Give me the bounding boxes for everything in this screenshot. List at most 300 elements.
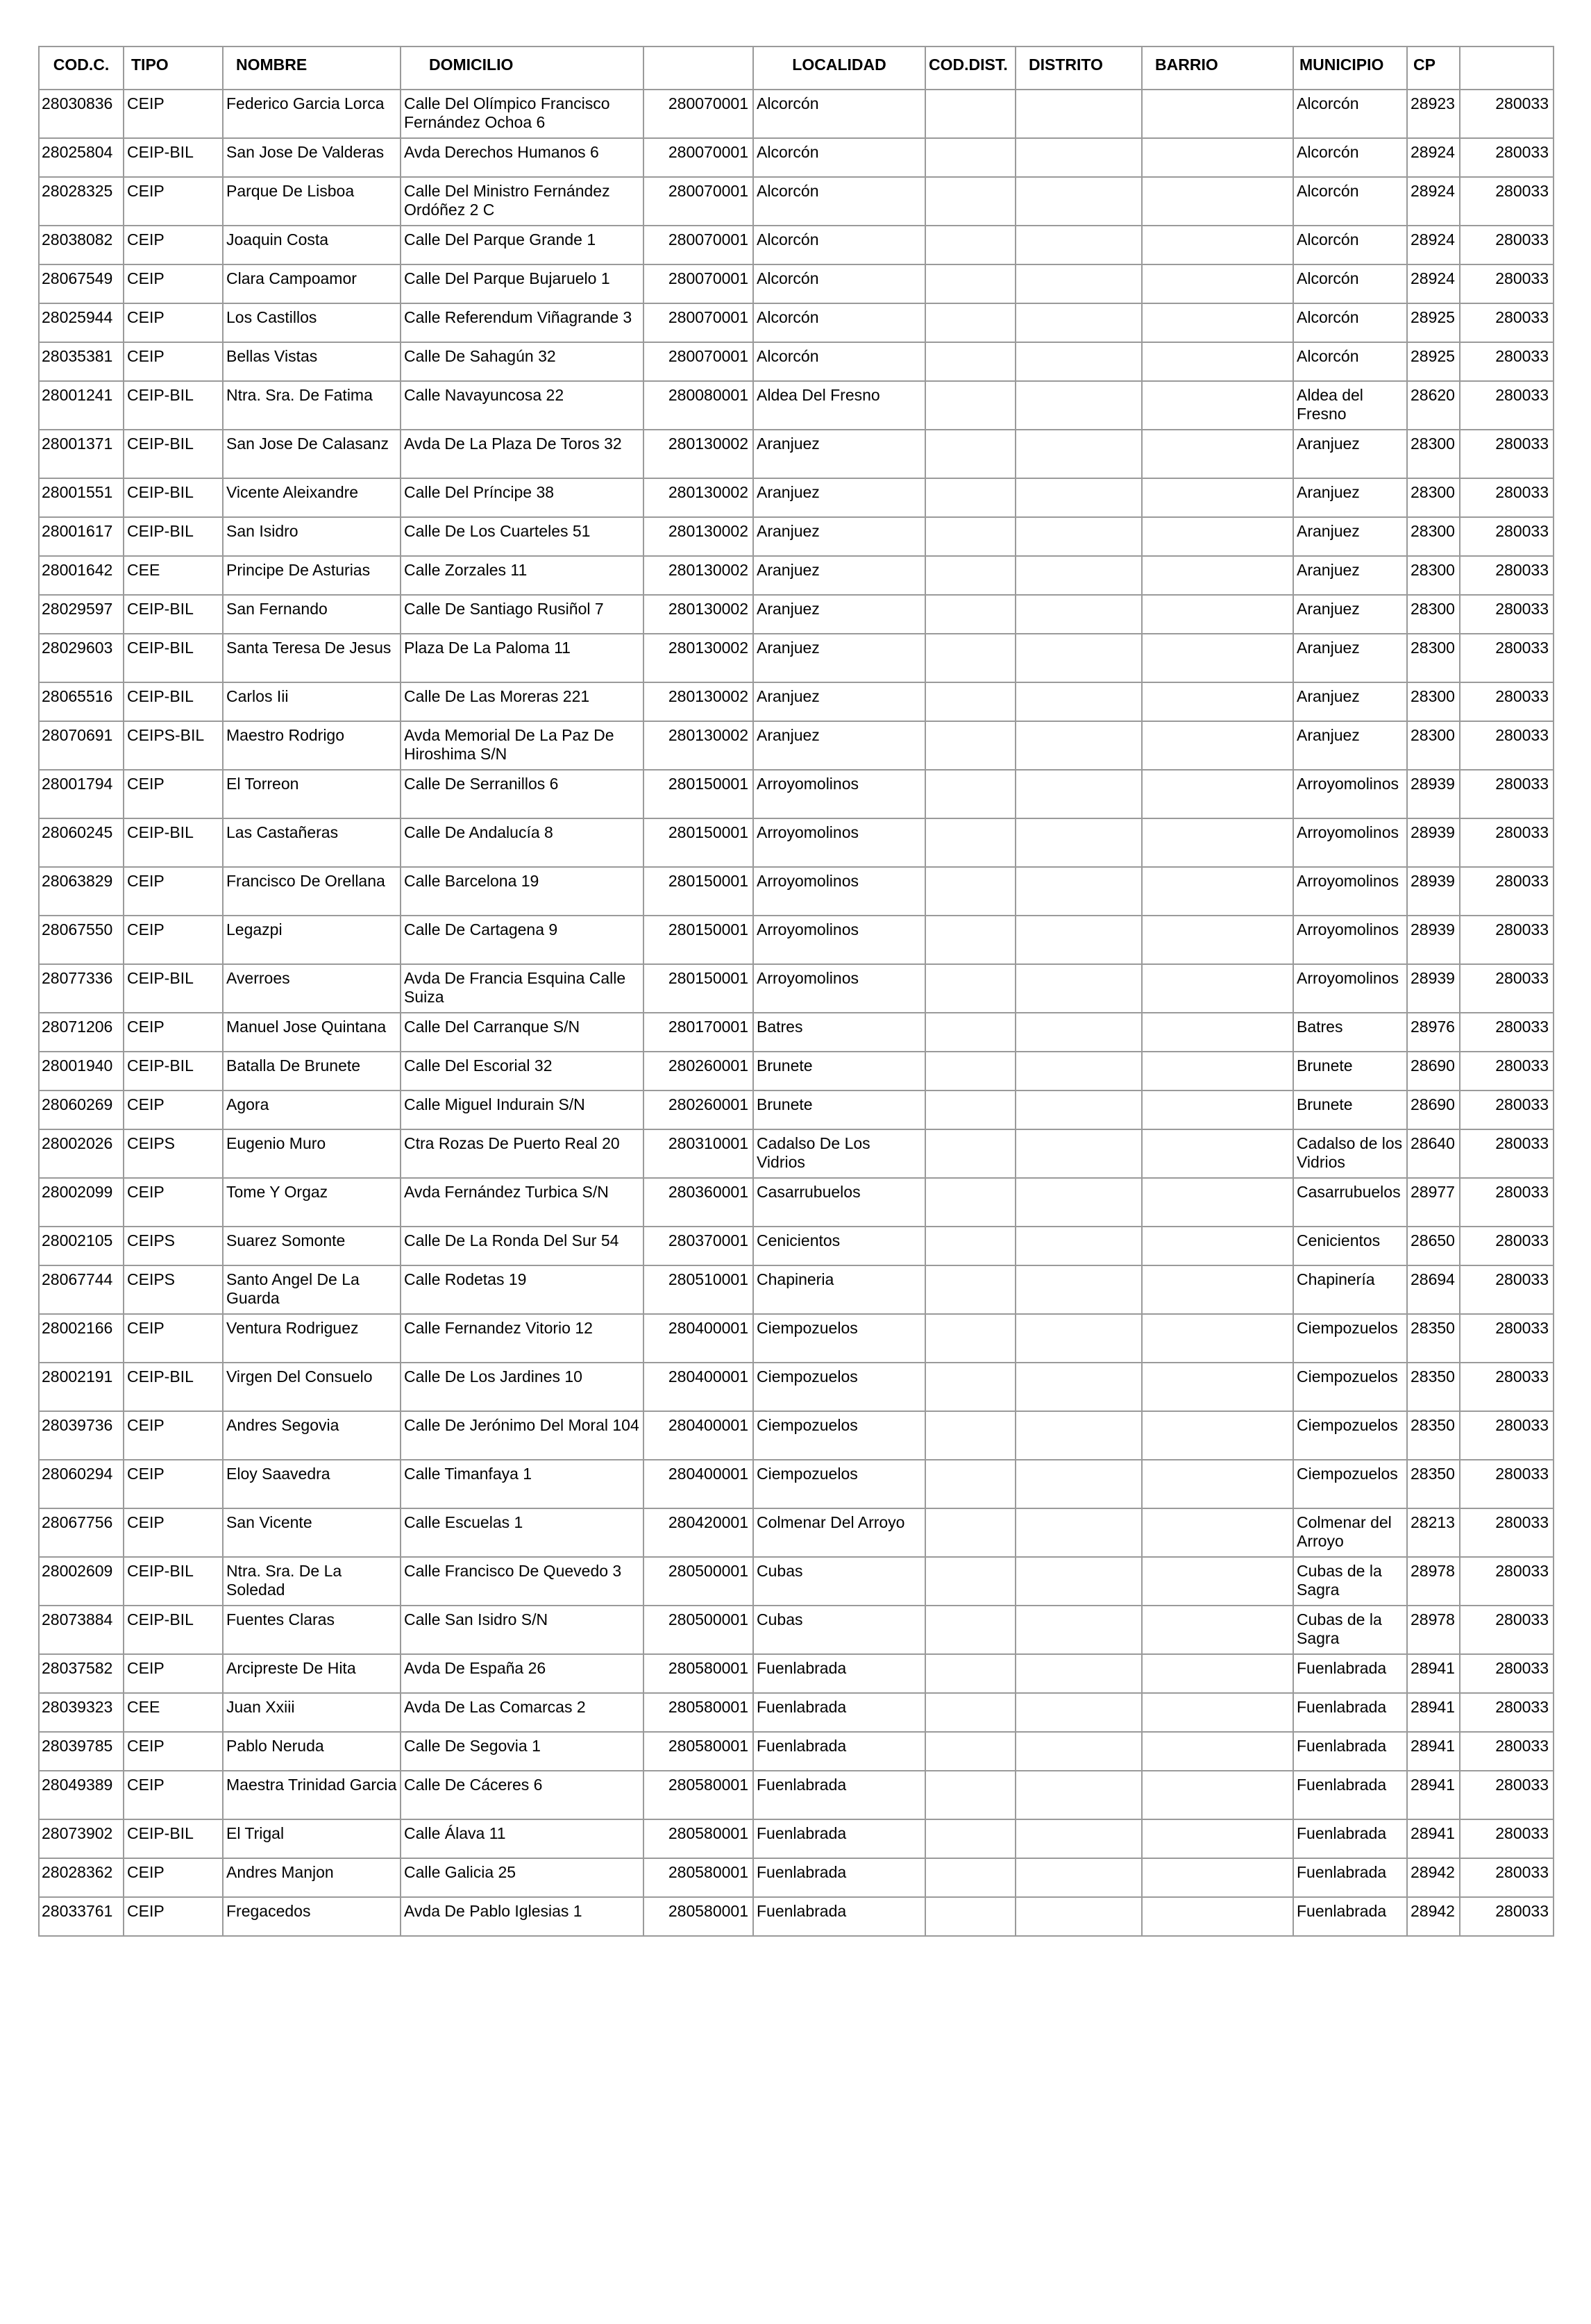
cell-cod-c: 28039736 bbox=[39, 1411, 124, 1460]
cell-tipo: CEIP bbox=[124, 1460, 223, 1508]
cell-domicilio: Calle De Serranillos 6 bbox=[401, 770, 643, 818]
cell-code-extra: 280033 bbox=[1460, 1052, 1554, 1091]
cell-nombre: Joaquin Costa bbox=[223, 226, 401, 264]
cell-barrio bbox=[1142, 1411, 1293, 1460]
cell-nombre: Agora bbox=[223, 1091, 401, 1129]
cell-cod-c: 28002609 bbox=[39, 1557, 124, 1606]
cell-domicilio: Ctra Rozas De Puerto Real 20 bbox=[401, 1129, 643, 1178]
cell-municipio: Arroyomolinos bbox=[1293, 867, 1407, 916]
cell-cod-localidad: 280080001 bbox=[643, 381, 753, 430]
cell-domicilio: Calle Navayuncosa 22 bbox=[401, 381, 643, 430]
cell-cod-localidad: 280580001 bbox=[643, 1858, 753, 1897]
cell-cod-localidad: 280400001 bbox=[643, 1460, 753, 1508]
cell-nombre: Ventura Rodriguez bbox=[223, 1314, 401, 1363]
cell-domicilio: Calle Barcelona 19 bbox=[401, 867, 643, 916]
cell-cod-localidad: 280510001 bbox=[643, 1265, 753, 1314]
cell-localidad: Alcorcón bbox=[753, 303, 925, 342]
cell-cod-dist bbox=[925, 1013, 1016, 1052]
cell-code-extra: 280033 bbox=[1460, 381, 1554, 430]
cell-cp: 28939 bbox=[1407, 916, 1460, 964]
cell-localidad: Casarrubuelos bbox=[753, 1178, 925, 1227]
cell-cp: 28924 bbox=[1407, 264, 1460, 303]
cell-distrito bbox=[1016, 226, 1142, 264]
cell-tipo: CEIP-BIL bbox=[124, 1557, 223, 1606]
cell-cod-localidad: 280420001 bbox=[643, 1508, 753, 1557]
cell-domicilio: Calle De Cáceres 6 bbox=[401, 1771, 643, 1819]
cell-tipo: CEE bbox=[124, 556, 223, 595]
cell-distrito bbox=[1016, 1819, 1142, 1858]
cell-municipio: Batres bbox=[1293, 1013, 1407, 1052]
cell-tipo: CEIP bbox=[124, 90, 223, 138]
header-municipio: MUNICIPIO bbox=[1293, 47, 1407, 90]
cell-barrio bbox=[1142, 1858, 1293, 1897]
cell-tipo: CEIP-BIL bbox=[124, 1052, 223, 1091]
cell-cp: 28350 bbox=[1407, 1314, 1460, 1363]
cell-code-extra: 280033 bbox=[1460, 1819, 1554, 1858]
cell-cod-dist bbox=[925, 517, 1016, 556]
header-row bbox=[39, 47, 1554, 90]
table-row bbox=[39, 1771, 1554, 1819]
cell-tipo: CEIP bbox=[124, 867, 223, 916]
cell-code-extra: 280033 bbox=[1460, 1897, 1554, 1936]
cell-nombre: Santo Angel De La Guarda bbox=[223, 1265, 401, 1314]
cell-cp: 28620 bbox=[1407, 381, 1460, 430]
cell-tipo: CEE bbox=[124, 1693, 223, 1732]
schools-table-sheet bbox=[38, 46, 1554, 1937]
cell-code-extra: 280033 bbox=[1460, 595, 1554, 634]
cell-distrito bbox=[1016, 517, 1142, 556]
cell-cod-c: 28060269 bbox=[39, 1091, 124, 1129]
cell-tipo: CEIP bbox=[124, 1013, 223, 1052]
table-row bbox=[39, 381, 1554, 430]
cell-municipio: Fuenlabrada bbox=[1293, 1819, 1407, 1858]
cell-cp: 28300 bbox=[1407, 478, 1460, 517]
cell-code-extra: 280033 bbox=[1460, 430, 1554, 478]
cell-nombre: Maestra Trinidad Garcia bbox=[223, 1771, 401, 1819]
cell-barrio bbox=[1142, 1363, 1293, 1411]
cell-cp: 28924 bbox=[1407, 226, 1460, 264]
cell-localidad: Ciempozuelos bbox=[753, 1460, 925, 1508]
cell-barrio bbox=[1142, 1508, 1293, 1557]
cell-domicilio: Calle Galicia 25 bbox=[401, 1858, 643, 1897]
cell-code-extra: 280033 bbox=[1460, 916, 1554, 964]
cell-municipio: Ciempozuelos bbox=[1293, 1314, 1407, 1363]
cell-nombre: Ntra. Sra. De Fatima bbox=[223, 381, 401, 430]
cell-cod-c: 28030836 bbox=[39, 90, 124, 138]
cell-municipio: Alcorcón bbox=[1293, 342, 1407, 381]
cell-nombre: Parque De Lisboa bbox=[223, 177, 401, 226]
cell-tipo: CEIPS bbox=[124, 1265, 223, 1314]
cell-tipo: CEIPS bbox=[124, 1227, 223, 1265]
cell-cod-dist bbox=[925, 1052, 1016, 1091]
cell-cod-c: 28028362 bbox=[39, 1858, 124, 1897]
cell-nombre: Federico Garcia Lorca bbox=[223, 90, 401, 138]
cell-cod-c: 28001794 bbox=[39, 770, 124, 818]
cell-cod-localidad: 280260001 bbox=[643, 1052, 753, 1091]
cell-barrio bbox=[1142, 1013, 1293, 1052]
cell-code-extra: 280033 bbox=[1460, 1858, 1554, 1897]
table-row bbox=[39, 1819, 1554, 1858]
cell-distrito bbox=[1016, 916, 1142, 964]
cell-cod-c: 28065516 bbox=[39, 682, 124, 721]
table-row bbox=[39, 964, 1554, 1013]
cell-cod-localidad: 280150001 bbox=[643, 818, 753, 867]
cell-localidad: Alcorcón bbox=[753, 226, 925, 264]
cell-cod-localidad: 280070001 bbox=[643, 342, 753, 381]
cell-cod-dist bbox=[925, 303, 1016, 342]
cell-cod-localidad: 280400001 bbox=[643, 1363, 753, 1411]
table-row bbox=[39, 1508, 1554, 1557]
cell-cp: 28925 bbox=[1407, 303, 1460, 342]
cell-municipio: Colmenar del Arroyo bbox=[1293, 1508, 1407, 1557]
header-domicilio: DOMICILIO bbox=[401, 47, 643, 90]
table-row bbox=[39, 1858, 1554, 1897]
cell-barrio bbox=[1142, 1052, 1293, 1091]
cell-tipo: CEIP bbox=[124, 916, 223, 964]
cell-cod-c: 28071206 bbox=[39, 1013, 124, 1052]
table-row bbox=[39, 556, 1554, 595]
cell-domicilio: Avda Memorial De La Paz De Hiroshima S/N bbox=[401, 721, 643, 770]
cell-localidad: Arroyomolinos bbox=[753, 916, 925, 964]
cell-localidad: Aldea Del Fresno bbox=[753, 381, 925, 430]
cell-cod-c: 28070691 bbox=[39, 721, 124, 770]
cell-barrio bbox=[1142, 1460, 1293, 1508]
cell-cp: 28350 bbox=[1407, 1460, 1460, 1508]
cell-nombre: Francisco De Orellana bbox=[223, 867, 401, 916]
cell-cp: 28942 bbox=[1407, 1858, 1460, 1897]
cell-localidad: Cenicientos bbox=[753, 1227, 925, 1265]
cell-code-extra: 280033 bbox=[1460, 478, 1554, 517]
cell-distrito bbox=[1016, 1897, 1142, 1936]
cell-domicilio: Calle De Los Jardines 10 bbox=[401, 1363, 643, 1411]
header-barrio: BARRIO bbox=[1142, 47, 1293, 90]
cell-municipio: Alcorcón bbox=[1293, 226, 1407, 264]
cell-cod-c: 28067549 bbox=[39, 264, 124, 303]
cell-cod-localidad: 280370001 bbox=[643, 1227, 753, 1265]
table-row bbox=[39, 595, 1554, 634]
cell-barrio bbox=[1142, 1129, 1293, 1178]
cell-cod-localidad: 280130002 bbox=[643, 595, 753, 634]
cell-barrio bbox=[1142, 964, 1293, 1013]
cell-code-extra: 280033 bbox=[1460, 226, 1554, 264]
cell-localidad: Alcorcón bbox=[753, 177, 925, 226]
cell-localidad: Cubas bbox=[753, 1557, 925, 1606]
cell-municipio: Alcorcón bbox=[1293, 138, 1407, 177]
cell-municipio: Cubas de la Sagra bbox=[1293, 1557, 1407, 1606]
cell-cod-localidad: 280580001 bbox=[643, 1654, 753, 1693]
cell-code-extra: 280033 bbox=[1460, 342, 1554, 381]
cell-barrio bbox=[1142, 90, 1293, 138]
cell-municipio: Fuenlabrada bbox=[1293, 1858, 1407, 1897]
cell-barrio bbox=[1142, 1265, 1293, 1314]
cell-domicilio: Calle De La Ronda Del Sur 54 bbox=[401, 1227, 643, 1265]
cell-distrito bbox=[1016, 1460, 1142, 1508]
table-row bbox=[39, 770, 1554, 818]
cell-cod-dist bbox=[925, 634, 1016, 682]
cell-distrito bbox=[1016, 264, 1142, 303]
cell-code-extra: 280033 bbox=[1460, 1557, 1554, 1606]
table-row bbox=[39, 1129, 1554, 1178]
cell-distrito bbox=[1016, 381, 1142, 430]
cell-cod-localidad: 280070001 bbox=[643, 177, 753, 226]
cell-cod-dist bbox=[925, 595, 1016, 634]
cell-code-extra: 280033 bbox=[1460, 138, 1554, 177]
table-row bbox=[39, 1227, 1554, 1265]
cell-cod-c: 28035381 bbox=[39, 342, 124, 381]
cell-nombre: Ntra. Sra. De La Soledad bbox=[223, 1557, 401, 1606]
cell-cod-c: 28067756 bbox=[39, 1508, 124, 1557]
cell-nombre: Virgen Del Consuelo bbox=[223, 1363, 401, 1411]
cell-code-extra: 280033 bbox=[1460, 1363, 1554, 1411]
cell-code-extra: 280033 bbox=[1460, 1460, 1554, 1508]
cell-localidad: Fuenlabrada bbox=[753, 1693, 925, 1732]
cell-municipio: Ciempozuelos bbox=[1293, 1460, 1407, 1508]
cell-municipio: Brunete bbox=[1293, 1052, 1407, 1091]
cell-domicilio: Calle De Las Moreras 221 bbox=[401, 682, 643, 721]
cell-distrito bbox=[1016, 430, 1142, 478]
cell-nombre: Legazpi bbox=[223, 916, 401, 964]
cell-cp: 28941 bbox=[1407, 1732, 1460, 1771]
cell-cod-localidad: 280070001 bbox=[643, 226, 753, 264]
cell-cod-c: 28028325 bbox=[39, 177, 124, 226]
cell-domicilio: Calle De Santiago Rusiñol 7 bbox=[401, 595, 643, 634]
cell-municipio: Brunete bbox=[1293, 1091, 1407, 1129]
cell-nombre: El Torreon bbox=[223, 770, 401, 818]
cell-distrito bbox=[1016, 1606, 1142, 1654]
cell-cod-localidad: 280580001 bbox=[643, 1732, 753, 1771]
cell-domicilio: Calle Del Parque Bujaruelo 1 bbox=[401, 264, 643, 303]
cell-cod-localidad: 280580001 bbox=[643, 1819, 753, 1858]
cell-distrito bbox=[1016, 1363, 1142, 1411]
cell-localidad: Aranjuez bbox=[753, 517, 925, 556]
cell-municipio: Aranjuez bbox=[1293, 478, 1407, 517]
cell-cod-dist bbox=[925, 1654, 1016, 1693]
cell-cod-localidad: 280400001 bbox=[643, 1411, 753, 1460]
cell-tipo: CEIP bbox=[124, 1897, 223, 1936]
cell-cp: 28300 bbox=[1407, 721, 1460, 770]
cell-cod-localidad: 280150001 bbox=[643, 770, 753, 818]
cell-tipo: CEIP-BIL bbox=[124, 1606, 223, 1654]
cell-cod-dist bbox=[925, 1508, 1016, 1557]
cell-localidad: Alcorcón bbox=[753, 342, 925, 381]
cell-cod-localidad: 280150001 bbox=[643, 867, 753, 916]
cell-tipo: CEIP bbox=[124, 770, 223, 818]
cell-barrio bbox=[1142, 916, 1293, 964]
table-row bbox=[39, 226, 1554, 264]
cell-distrito bbox=[1016, 1178, 1142, 1227]
cell-localidad: Fuenlabrada bbox=[753, 1858, 925, 1897]
cell-municipio: Alcorcón bbox=[1293, 264, 1407, 303]
cell-municipio: Aranjuez bbox=[1293, 556, 1407, 595]
cell-localidad: Cubas bbox=[753, 1606, 925, 1654]
cell-cod-localidad: 280130002 bbox=[643, 634, 753, 682]
cell-domicilio: Calle Del Carranque S/N bbox=[401, 1013, 643, 1052]
cell-nombre: Andres Segovia bbox=[223, 1411, 401, 1460]
cell-code-extra: 280033 bbox=[1460, 1227, 1554, 1265]
table-row bbox=[39, 430, 1554, 478]
cell-localidad: Alcorcón bbox=[753, 138, 925, 177]
cell-distrito bbox=[1016, 1508, 1142, 1557]
cell-distrito bbox=[1016, 303, 1142, 342]
cell-cod-localidad: 280170001 bbox=[643, 1013, 753, 1052]
cell-barrio bbox=[1142, 478, 1293, 517]
table-row bbox=[39, 867, 1554, 916]
cell-cod-c: 28001617 bbox=[39, 517, 124, 556]
cell-localidad: Chapineria bbox=[753, 1265, 925, 1314]
cell-tipo: CEIP bbox=[124, 1771, 223, 1819]
cell-domicilio: Calle De Jerónimo Del Moral 104 bbox=[401, 1411, 643, 1460]
cell-cod-c: 28025944 bbox=[39, 303, 124, 342]
cell-cod-dist bbox=[925, 1129, 1016, 1178]
cell-distrito bbox=[1016, 1265, 1142, 1314]
cell-cod-c: 28001551 bbox=[39, 478, 124, 517]
cell-cod-dist bbox=[925, 177, 1016, 226]
cell-cod-localidad: 280130002 bbox=[643, 430, 753, 478]
cell-municipio: Aranjuez bbox=[1293, 721, 1407, 770]
header-blank-2 bbox=[1460, 47, 1554, 90]
cell-distrito bbox=[1016, 1314, 1142, 1363]
cell-nombre: San Vicente bbox=[223, 1508, 401, 1557]
cell-distrito bbox=[1016, 1411, 1142, 1460]
cell-domicilio: Calle San Isidro S/N bbox=[401, 1606, 643, 1654]
table-row bbox=[39, 1091, 1554, 1129]
cell-municipio: Aranjuez bbox=[1293, 595, 1407, 634]
header-localidad: LOCALIDAD bbox=[753, 47, 925, 90]
cell-nombre: Andres Manjon bbox=[223, 1858, 401, 1897]
cell-cod-dist bbox=[925, 1693, 1016, 1732]
cell-distrito bbox=[1016, 1732, 1142, 1771]
cell-distrito bbox=[1016, 90, 1142, 138]
cell-localidad: Aranjuez bbox=[753, 682, 925, 721]
cell-cp: 28976 bbox=[1407, 1013, 1460, 1052]
cell-domicilio: Calle Del Príncipe 38 bbox=[401, 478, 643, 517]
cell-nombre: Eloy Saavedra bbox=[223, 1460, 401, 1508]
cell-tipo: CEIP-BIL bbox=[124, 381, 223, 430]
cell-distrito bbox=[1016, 964, 1142, 1013]
cell-cp: 28350 bbox=[1407, 1363, 1460, 1411]
cell-nombre: San Isidro bbox=[223, 517, 401, 556]
cell-cod-localidad: 280500001 bbox=[643, 1557, 753, 1606]
cell-cod-c: 28038082 bbox=[39, 226, 124, 264]
cell-barrio bbox=[1142, 1606, 1293, 1654]
cell-cod-c: 28060294 bbox=[39, 1460, 124, 1508]
cell-nombre: Clara Campoamor bbox=[223, 264, 401, 303]
cell-code-extra: 280033 bbox=[1460, 303, 1554, 342]
cell-barrio bbox=[1142, 226, 1293, 264]
cell-localidad: Aranjuez bbox=[753, 556, 925, 595]
cell-cp: 28939 bbox=[1407, 964, 1460, 1013]
table-row bbox=[39, 1897, 1554, 1936]
cell-tipo: CEIP-BIL bbox=[124, 818, 223, 867]
cell-cod-localidad: 280130002 bbox=[643, 682, 753, 721]
cell-cod-localidad: 280400001 bbox=[643, 1314, 753, 1363]
cell-cod-c: 28002105 bbox=[39, 1227, 124, 1265]
cell-barrio bbox=[1142, 1819, 1293, 1858]
cell-cp: 28977 bbox=[1407, 1178, 1460, 1227]
cell-tipo: CEIP bbox=[124, 1314, 223, 1363]
cell-cp: 28650 bbox=[1407, 1227, 1460, 1265]
cell-cp: 28213 bbox=[1407, 1508, 1460, 1557]
table-row bbox=[39, 1460, 1554, 1508]
cell-cod-dist bbox=[925, 430, 1016, 478]
cell-municipio: Ciempozuelos bbox=[1293, 1363, 1407, 1411]
cell-tipo: CEIP bbox=[124, 1654, 223, 1693]
table-row bbox=[39, 1693, 1554, 1732]
cell-cp: 28924 bbox=[1407, 138, 1460, 177]
table-row bbox=[39, 1013, 1554, 1052]
cell-tipo: CEIP-BIL bbox=[124, 682, 223, 721]
cell-cp: 28941 bbox=[1407, 1654, 1460, 1693]
cell-municipio: Aranjuez bbox=[1293, 634, 1407, 682]
cell-code-extra: 280033 bbox=[1460, 264, 1554, 303]
cell-nombre: Santa Teresa De Jesus bbox=[223, 634, 401, 682]
cell-cod-dist bbox=[925, 381, 1016, 430]
cell-cod-dist bbox=[925, 478, 1016, 517]
cell-localidad: Aranjuez bbox=[753, 595, 925, 634]
cell-tipo: CEIP-BIL bbox=[124, 964, 223, 1013]
cell-code-extra: 280033 bbox=[1460, 1091, 1554, 1129]
cell-domicilio: Calle De Segovia 1 bbox=[401, 1732, 643, 1771]
cell-cod-dist bbox=[925, 90, 1016, 138]
cell-domicilio: Calle Del Escorial 32 bbox=[401, 1052, 643, 1091]
cell-tipo: CEIP bbox=[124, 1508, 223, 1557]
cell-barrio bbox=[1142, 1897, 1293, 1936]
cell-domicilio: Avda De La Plaza De Toros 32 bbox=[401, 430, 643, 478]
cell-cod-localidad: 280070001 bbox=[643, 303, 753, 342]
cell-code-extra: 280033 bbox=[1460, 770, 1554, 818]
cell-cod-c: 28029597 bbox=[39, 595, 124, 634]
cell-tipo: CEIP-BIL bbox=[124, 138, 223, 177]
cell-cp: 28690 bbox=[1407, 1091, 1460, 1129]
table-row bbox=[39, 478, 1554, 517]
cell-localidad: Batres bbox=[753, 1013, 925, 1052]
cell-municipio: Cenicientos bbox=[1293, 1227, 1407, 1265]
cell-cod-c: 28002026 bbox=[39, 1129, 124, 1178]
cell-distrito bbox=[1016, 1654, 1142, 1693]
cell-tipo: CEIP bbox=[124, 1858, 223, 1897]
cell-code-extra: 280033 bbox=[1460, 177, 1554, 226]
cell-nombre: Bellas Vistas bbox=[223, 342, 401, 381]
cell-barrio bbox=[1142, 1654, 1293, 1693]
cell-cp: 28350 bbox=[1407, 1411, 1460, 1460]
cell-domicilio: Calle Álava 11 bbox=[401, 1819, 643, 1858]
cell-tipo: CEIP bbox=[124, 226, 223, 264]
cell-domicilio: Calle Del Olímpico Francisco Fernández Ochoa 6 bbox=[401, 90, 643, 138]
cell-municipio: Cadalso de los Vidrios bbox=[1293, 1129, 1407, 1178]
cell-tipo: CEIP bbox=[124, 264, 223, 303]
cell-distrito bbox=[1016, 1693, 1142, 1732]
cell-cod-c: 28001940 bbox=[39, 1052, 124, 1091]
cell-code-extra: 280033 bbox=[1460, 90, 1554, 138]
cell-nombre: Fuentes Claras bbox=[223, 1606, 401, 1654]
header-tipo: TIPO bbox=[124, 47, 223, 90]
cell-code-extra: 280033 bbox=[1460, 1606, 1554, 1654]
cell-domicilio: Calle Miguel Indurain S/N bbox=[401, 1091, 643, 1129]
cell-cod-dist bbox=[925, 682, 1016, 721]
cell-code-extra: 280033 bbox=[1460, 1654, 1554, 1693]
cell-cod-c: 28002191 bbox=[39, 1363, 124, 1411]
cell-code-extra: 280033 bbox=[1460, 1771, 1554, 1819]
cell-distrito bbox=[1016, 138, 1142, 177]
cell-barrio bbox=[1142, 138, 1293, 177]
cell-tipo: CEIP-BIL bbox=[124, 1363, 223, 1411]
cell-localidad: Fuenlabrada bbox=[753, 1819, 925, 1858]
cell-municipio: Chapinería bbox=[1293, 1265, 1407, 1314]
cell-localidad: Brunete bbox=[753, 1091, 925, 1129]
cell-code-extra: 280033 bbox=[1460, 682, 1554, 721]
cell-municipio: Fuenlabrada bbox=[1293, 1897, 1407, 1936]
cell-barrio bbox=[1142, 517, 1293, 556]
